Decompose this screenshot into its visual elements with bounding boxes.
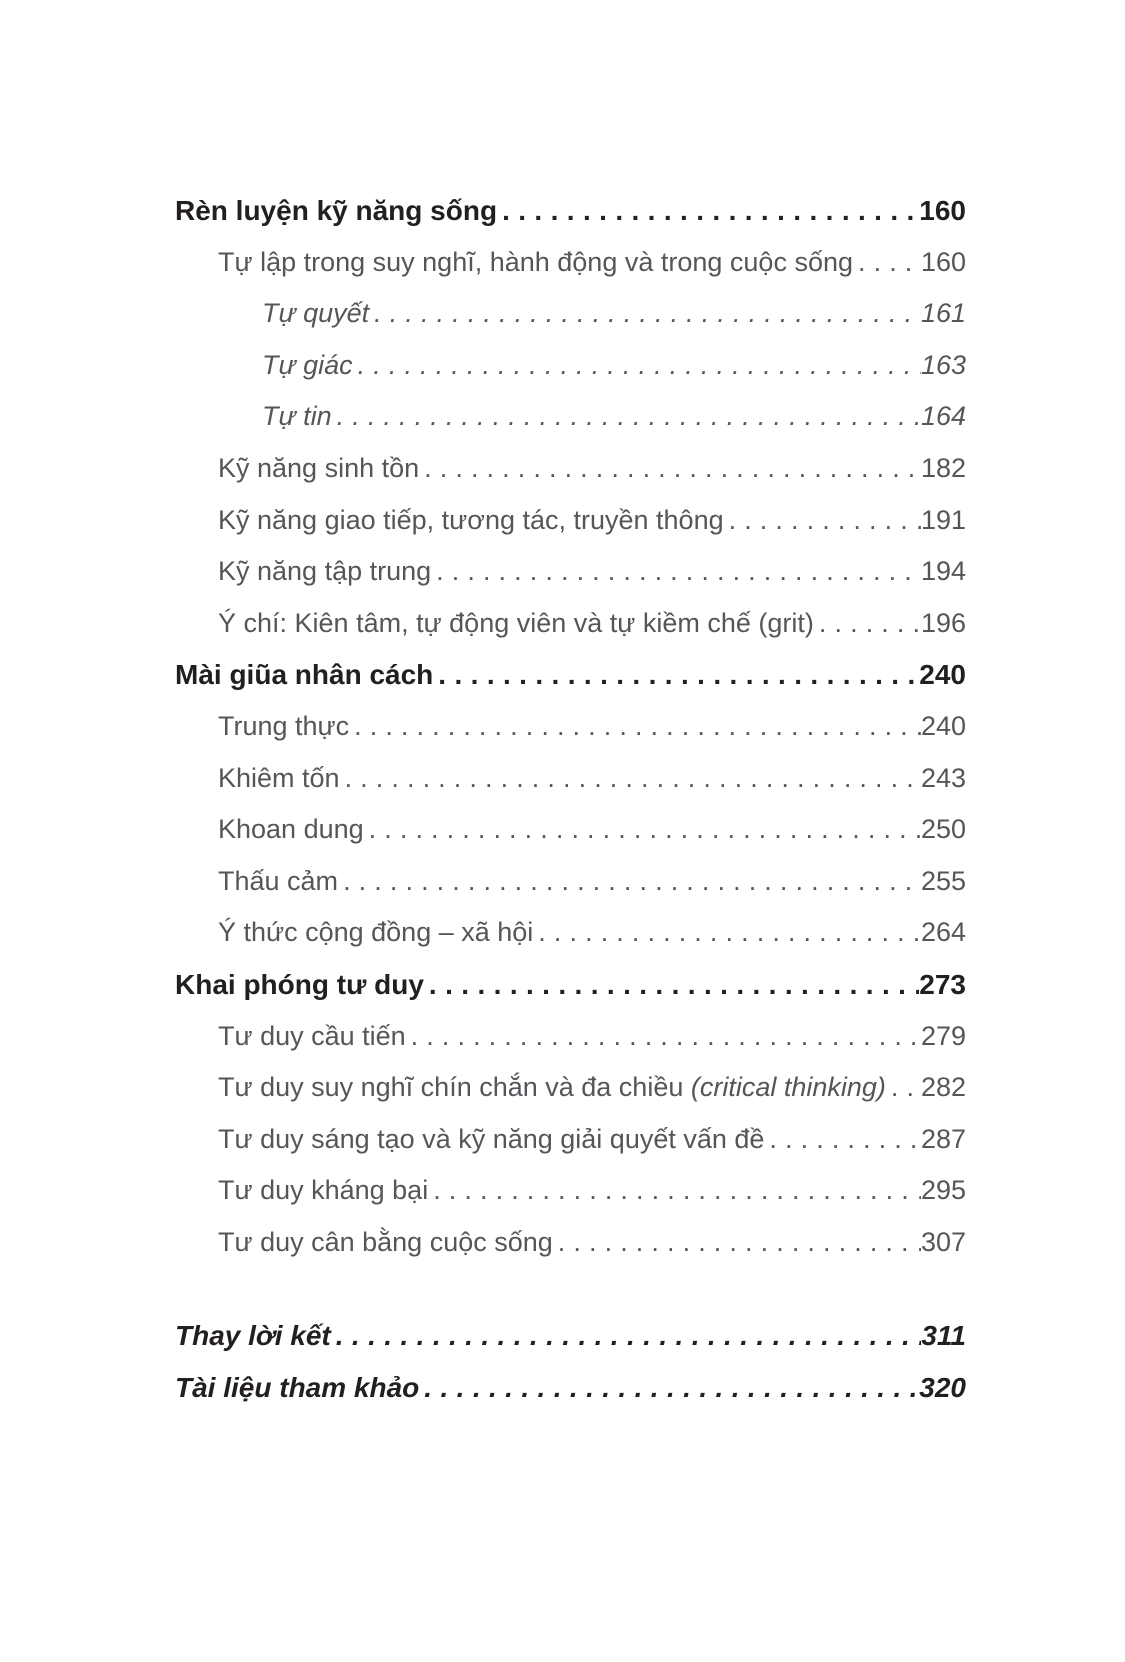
toc-entry-page: 255 — [920, 865, 966, 896]
dot-leader — [858, 237, 921, 289]
toc-entry — [218, 1165, 966, 1217]
toc-entry — [218, 1011, 966, 1063]
dot-leader — [337, 391, 921, 443]
toc-entry-label: Thay lời kết — [175, 1320, 331, 1352]
toc-entry — [218, 1217, 966, 1269]
dot-leader — [819, 598, 921, 650]
dot-leader — [358, 340, 921, 392]
toc-entry — [218, 856, 966, 908]
toc-entry-page: 182 — [920, 452, 966, 483]
dot-leader — [729, 495, 921, 547]
toc-entry-label: Tự tin — [262, 401, 332, 432]
toc-entry-label: Tự lập trong suy nghĩ, hành động và trong cuộc sống — [218, 246, 853, 277]
toc-entry-label: Kỹ năng giao tiếp, tương tác, truyền thông — [218, 504, 724, 535]
dot-leader — [433, 1165, 921, 1217]
toc-entry — [218, 907, 966, 959]
toc-entry — [218, 1114, 966, 1166]
toc-entry-page: 307 — [920, 1226, 966, 1257]
dot-leader — [336, 1310, 922, 1362]
toc-entry — [218, 701, 966, 753]
toc-entry-page: 240 — [920, 710, 966, 741]
toc-entry-label: Trung thực — [218, 710, 350, 741]
toc-entry-label: Ý thức cộng đồng – xã hội — [218, 917, 534, 948]
toc-entry-label: Kỹ năng sinh tồn — [218, 452, 420, 483]
toc-entry-page: 279 — [920, 1020, 966, 1051]
toc-entry-label: Kỹ năng tập trung — [218, 556, 432, 587]
toc-entry — [262, 340, 966, 392]
toc-entry — [218, 495, 966, 547]
toc-entry — [175, 1310, 966, 1362]
toc-entry-page: 264 — [920, 917, 966, 948]
dot-leader — [558, 1217, 921, 1269]
toc-entry-label: Khai phóng tư duy — [175, 968, 424, 1000]
toc-entry-page: 250 — [920, 814, 966, 845]
toc-entry — [175, 185, 966, 237]
toc-entry-label: Tài liệu tham khảo — [175, 1372, 420, 1404]
toc-entry — [218, 237, 966, 289]
toc-entry-page: 164 — [920, 401, 966, 432]
toc-entry-label: Rèn luyện kỹ năng sống — [175, 195, 498, 226]
toc-entry — [175, 959, 966, 1011]
toc-entry-label: Tư duy kháng bại — [218, 1175, 429, 1206]
toc-entry-label: Tư duy sáng tạo và kỹ năng giải quyết vấn đề — [218, 1123, 765, 1154]
toc-entry — [262, 391, 966, 443]
toc-entry-label: Ý chí: Kiên tâm, tự động viên và tự kiềm chế (grit) — [218, 607, 814, 638]
toc-entry-label-suffix: (critical thinking) — [690, 1072, 886, 1103]
toc-entry — [218, 753, 966, 805]
toc-entry-page: 287 — [920, 1123, 966, 1154]
toc-entry — [218, 443, 966, 495]
toc-entry-page: 160 — [919, 195, 966, 226]
dot-leader — [411, 1011, 921, 1063]
toc-section-gap — [175, 1268, 966, 1310]
toc-entry — [218, 598, 966, 650]
toc-entry — [218, 804, 966, 856]
toc-entry — [175, 1362, 966, 1414]
toc-entry-label: Khoan dung — [218, 814, 364, 845]
toc-entry-label: Mài giũa nhân cách — [175, 659, 434, 691]
dot-leader — [374, 288, 921, 340]
dot-leader — [436, 546, 921, 598]
toc-entry — [218, 1062, 966, 1114]
toc-entry-page: 295 — [920, 1175, 966, 1206]
toc-entry-page: 194 — [920, 556, 966, 587]
dot-leader — [424, 443, 921, 495]
toc-entry-label: Khiêm tốn — [218, 762, 340, 793]
dot-leader — [891, 1062, 921, 1114]
dot-leader — [769, 1114, 921, 1166]
toc-entry-page: 160 — [920, 246, 966, 277]
dot-leader — [502, 185, 919, 237]
toc-entry-page: 243 — [920, 762, 966, 793]
dot-leader — [343, 856, 921, 908]
toc-entry-page: 282 — [920, 1072, 966, 1103]
toc-entry-page: 163 — [920, 349, 966, 380]
toc-entry-page: 161 — [920, 298, 966, 329]
toc-list — [175, 185, 966, 1414]
dot-leader — [438, 649, 919, 701]
toc-entry-page: 320 — [919, 1372, 966, 1404]
dot-leader — [345, 753, 921, 805]
toc-entry-page: 196 — [920, 607, 966, 638]
dot-leader — [538, 907, 921, 959]
toc-entry — [262, 288, 966, 340]
toc-entry-label: Tư duy cân bằng cuộc sống — [218, 1226, 553, 1257]
toc-entry — [218, 546, 966, 598]
toc-entry-label: Tự giác — [262, 349, 353, 380]
toc-entry-label: Tư duy cầu tiến — [218, 1020, 406, 1051]
toc-entry-label: Tư duy suy nghĩ chín chắn và đa chiều (critical thinking) — [218, 1072, 886, 1103]
toc-entry-page: 311 — [921, 1320, 966, 1352]
toc-entry-label: Tự quyết — [262, 298, 370, 329]
toc-entry — [175, 649, 966, 701]
toc-entry-page: 191 — [920, 504, 966, 535]
dot-leader — [429, 959, 919, 1011]
toc-entry-label: Thấu cảm — [218, 865, 339, 896]
toc-entry-page: 273 — [919, 968, 966, 1000]
dot-leader — [424, 1362, 919, 1414]
dot-leader — [354, 701, 921, 753]
dot-leader — [369, 804, 921, 856]
toc-entry-page: 240 — [919, 659, 966, 691]
